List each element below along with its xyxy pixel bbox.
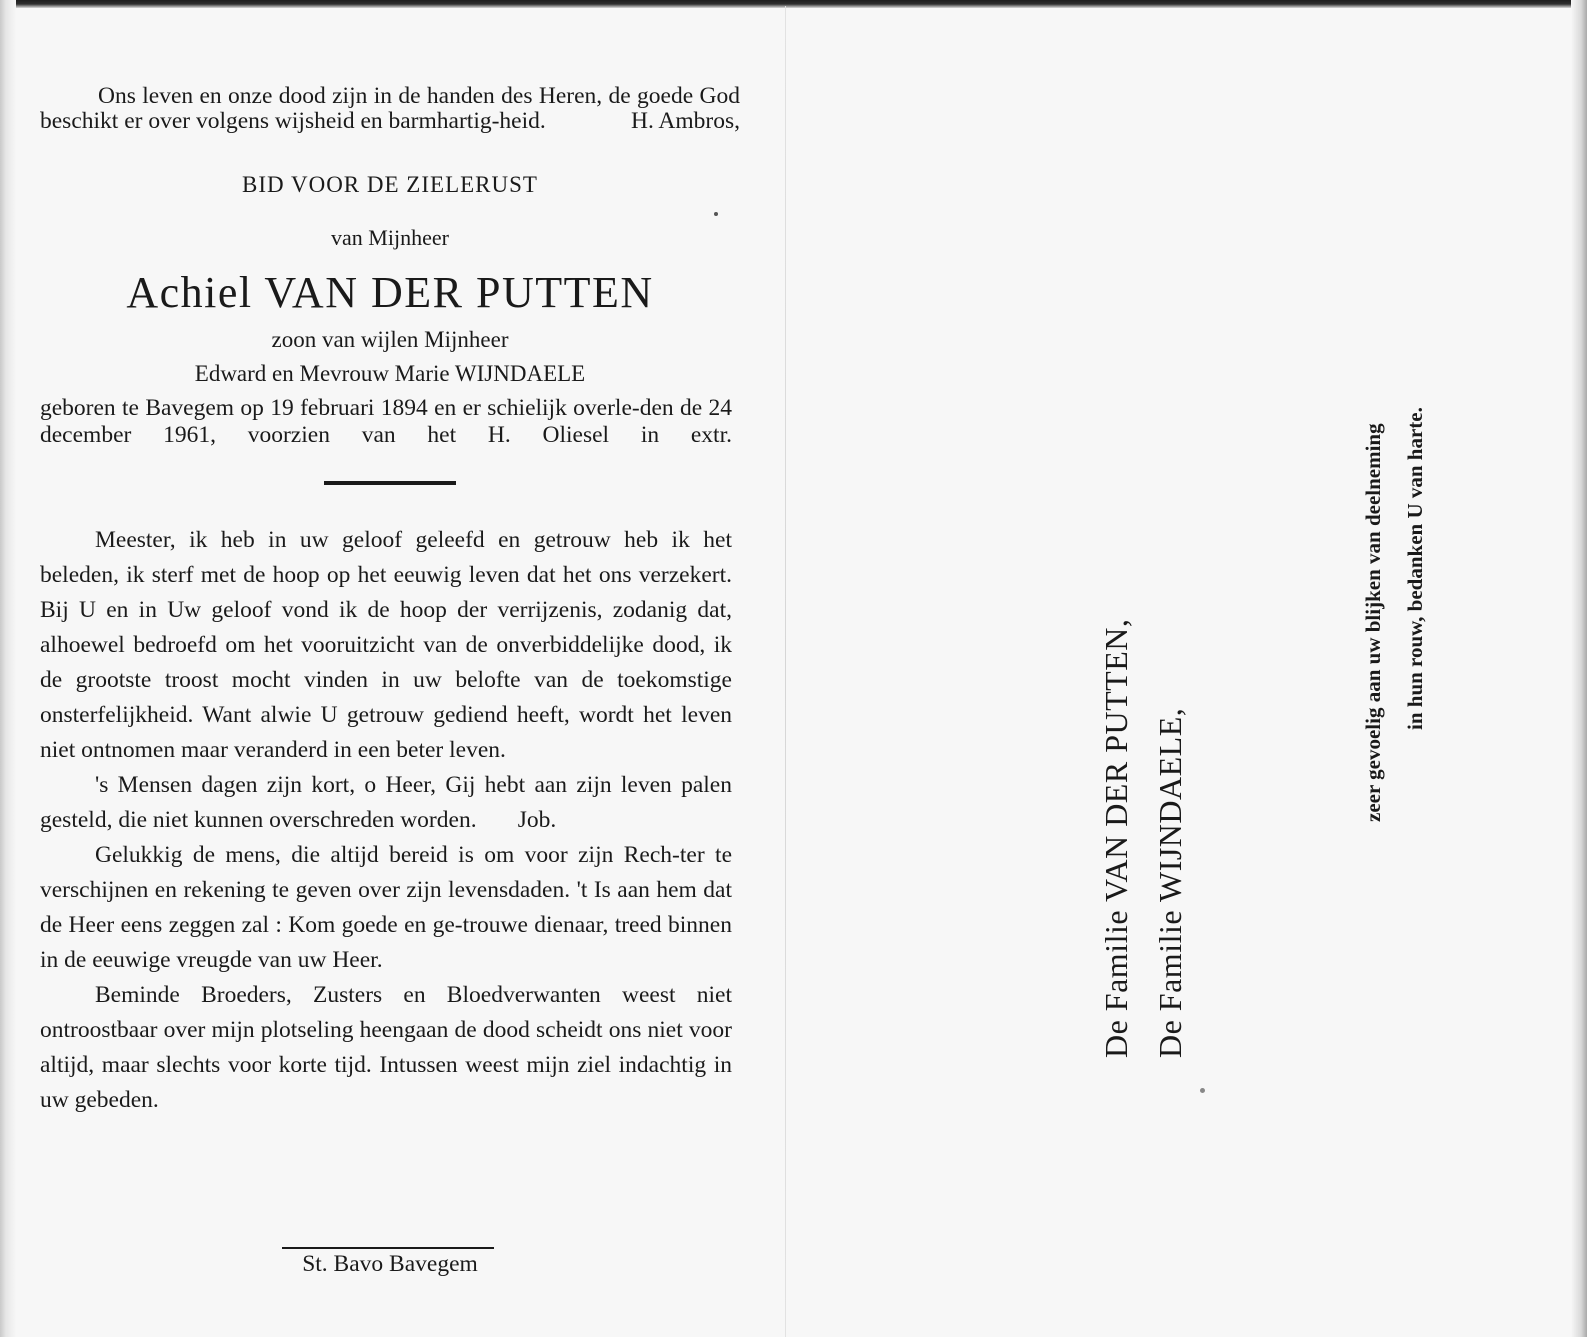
scan-right-edge: [1571, 0, 1587, 1337]
parish-rule: [282, 1247, 494, 1249]
thanks-line: zeer gevoelig aan uw blijken van deelneming: [1361, 423, 1385, 822]
deceased-name: Achiel VAN DER PUTTEN: [126, 268, 654, 317]
memorial-paragraph: Meester, ik heb in uw geloof geleefd en getrouw heb ik het beleden, ik sterf met de hoop op het eeuwig leven dat het ons verzekert. Bij U en in Uw geloof vond ik de hoop der verrijzenis, zodanig dat, alhoewel bedroefd om het vooruitzicht van de onverbiddelijke dood, ik de grootste troost mocht vinden in uw belofte van de toekomstige onsterfelijkheid. Want alwie U getrouw gediend heeft, wordt het leven niet ontnomen maar veranderd in een beter leven.: [40, 527, 732, 763]
opening-quote: Ons leven en onze dood zijn in de handen des Heren, de goede God beschikt er over volgens wijsheid en barmhartig-heid.: [40, 83, 740, 134]
prayer-heading: BID VOOR DE ZIELERUST: [242, 172, 538, 197]
family-line-wijndaele: De Familie WIJNDAELE,: [1152, 707, 1188, 1058]
parents-line: zoon van wijlen Mijnheer: [271, 327, 509, 352]
memorial-paragraph: Gelukkig de mens, die altijd bereid is om voor zijn Rech-ter te verschijnen en rekening te geven over zijn levensdaden. 't Is aan hem dat de Heer eens zeggen zal : Kom goede en ge-trouwe dienaar, treed binnen in de eeuwige vreugde van uw Heer.: [40, 842, 732, 973]
honorific: van Mijnheer: [331, 225, 449, 250]
paper-speck: [1200, 1088, 1205, 1093]
separator-rule: [324, 481, 456, 485]
memorial-text: [40, 523, 738, 1118]
birth-death-details: geboren te Bavegem op 19 februari 1894 en er schielijk overle-den de 24 december 1961, voorzien van het H. Oliesel in extr.: [40, 395, 732, 448]
quote-author: H. Ambros,: [630, 108, 740, 134]
memorial-paragraph: Beminde Broeders, Zusters en Bloedverwanten weest niet ontroostbaar over mijn plotseling heengaan de dood scheidt ons niet voor altijd, maar slechts voor korte tijd. Intussen weest mijn ziel indachtig in uw gebeden.: [40, 982, 732, 1113]
family-line-van-der-putten: De Familie VAN DER PUTTEN,: [1098, 618, 1134, 1058]
left-panel: [40, 84, 740, 1118]
scan-left-edge: [0, 0, 16, 1337]
scan-top-edge: [0, 0, 1587, 8]
memorial-paragraph: 's Mensen dagen zijn kort, o Heer, Gij hebt aan zijn leven palen gesteld, die niet kunnen overschreden worden. Job.: [40, 772, 738, 833]
card-fold-line: [785, 6, 786, 1337]
thanks-line: in hun rouw, bedanken U van harte.: [1403, 407, 1427, 730]
parents-names: Edward en Mevrouw Marie WIJNDAELE: [194, 361, 586, 386]
parish-name: St. Bavo Bavegem: [302, 1251, 478, 1277]
